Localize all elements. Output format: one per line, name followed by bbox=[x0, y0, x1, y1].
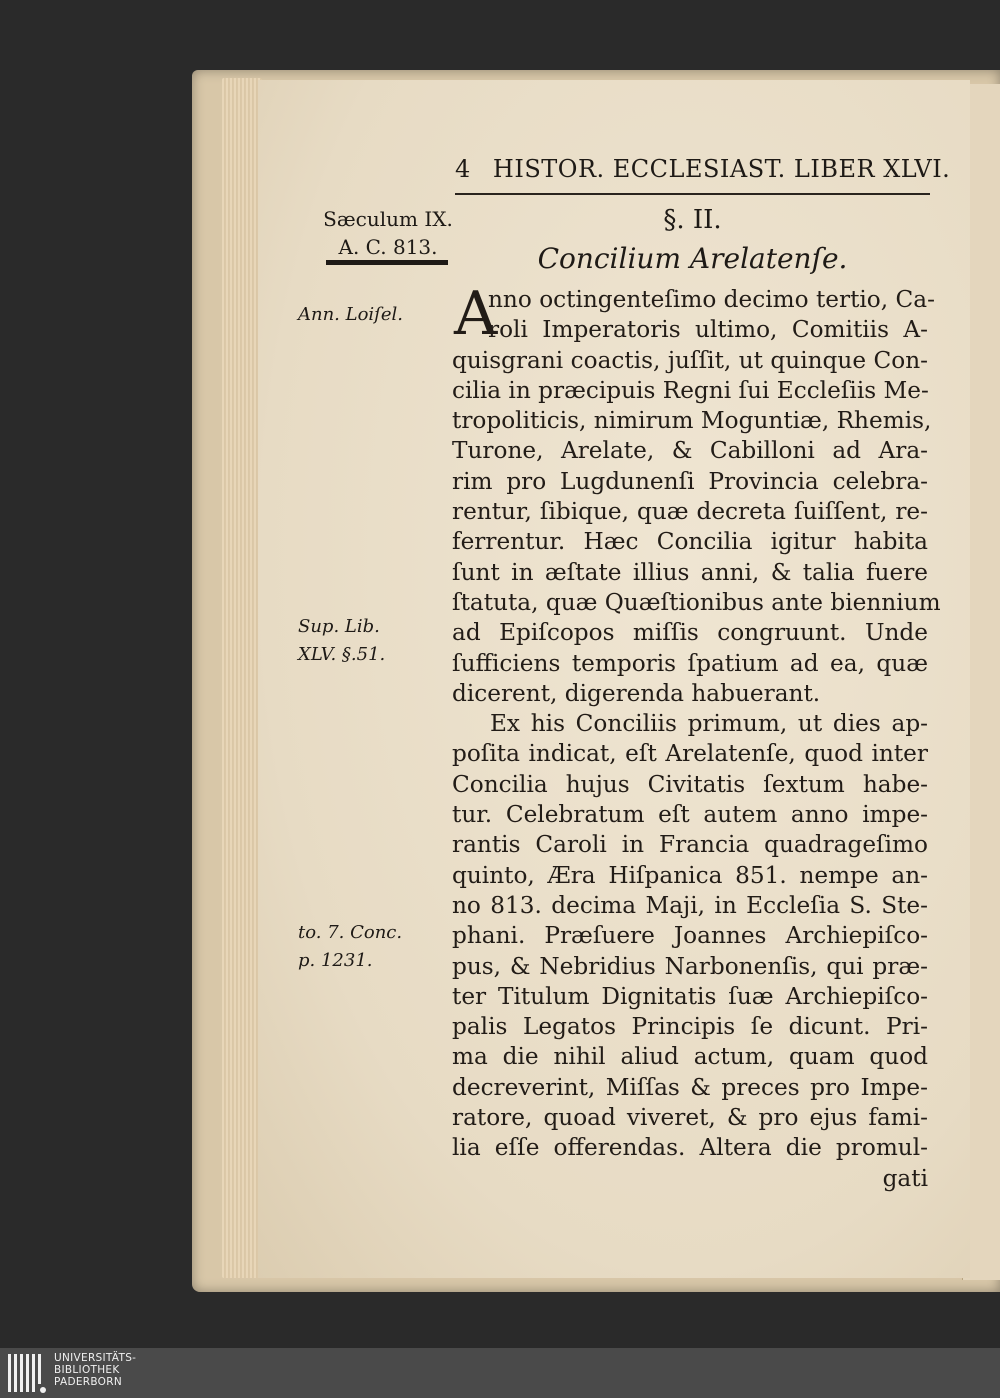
margin-anno: A. C. 813. bbox=[338, 235, 438, 259]
text-line: ad Epiſcopos miſſis congruunt. Unde bbox=[452, 619, 928, 647]
page-number: 4 bbox=[455, 155, 471, 183]
text-line: rim pro Lugdunenſi Provincia celebra- bbox=[452, 467, 928, 495]
text-line: poſita indicat, eſt Arelatenſe, quod inter bbox=[452, 740, 928, 768]
text-line: Concilia hujus Civitatis ſextum habe- bbox=[452, 770, 928, 798]
text-line: rentur, ſibique, quæ decreta ſuiſſent, re- bbox=[452, 498, 928, 526]
margin-saeculum: Sæculum IX. bbox=[323, 207, 453, 231]
margin-note-xlv: XLV. §.51. bbox=[298, 644, 386, 665]
text-line: ſunt in æſtate illius anni, & talia fuere bbox=[452, 558, 928, 586]
text-line: ratore, quoad viveret, & pro ejus fami- bbox=[452, 1104, 928, 1132]
page-edges bbox=[222, 78, 262, 1278]
header-rule bbox=[455, 193, 930, 195]
text-line: rantis Caroli in Francia quadrageſimo bbox=[452, 831, 928, 859]
university-library-logo-icon bbox=[6, 1350, 50, 1396]
text-line: tropoliticis, nimirum Moguntiæ, Rhemis, bbox=[452, 407, 932, 435]
text-line: roli Imperatoris ultimo, Comitiis A- bbox=[488, 316, 928, 344]
library-name-line: BIBLIOTHEK bbox=[54, 1364, 120, 1376]
text-line: no 813. decima Maji, in Eccleſia S. Ste- bbox=[452, 891, 928, 919]
text-line: dicerent, digerenda habuerant. bbox=[452, 679, 821, 707]
library-name-line: PADERBORN bbox=[54, 1376, 122, 1388]
text-line: Ex his Conciliis primum, ut dies ap- bbox=[490, 710, 928, 738]
footer-bar bbox=[0, 1348, 1000, 1398]
running-head bbox=[455, 155, 951, 183]
text-line: quisgrani coactis, juſſit, ut quinque Con- bbox=[452, 346, 928, 374]
margin-note-page-ref: p. 1231. bbox=[298, 950, 373, 971]
library-name bbox=[54, 1352, 136, 1388]
text-line: tur. Celebratum eſt autem anno impe- bbox=[452, 801, 928, 829]
body-text bbox=[452, 279, 941, 1194]
margin-note-tomus: to. 7. Conc. bbox=[298, 922, 403, 943]
margin-note-sup-lib: Sup. Lib. bbox=[298, 616, 380, 637]
text-line: lia eſſe offerendas. Altera die promul- bbox=[452, 1134, 928, 1162]
text-line: nno octingenteſimo decimo tertio, Ca- bbox=[488, 286, 935, 313]
text-line: pus, & Nebridius Narbonenſis, qui præ- bbox=[452, 952, 928, 980]
catchword: gati bbox=[882, 1164, 928, 1192]
margin-rule bbox=[326, 260, 448, 265]
section-title: Concilium Arelatenſe. bbox=[537, 242, 848, 275]
text-line: ſufficiens temporis ſpatium ad ea, quæ bbox=[452, 649, 928, 677]
text-line: quinto, Æra Hiſpanica 851. nempe an- bbox=[452, 861, 928, 889]
running-head-title: HISTOR. ECCLESIAST. LIBER XLVI. bbox=[492, 155, 951, 183]
text-line: cilia in præcipuis Regni ſui Eccleſiis Me- bbox=[452, 376, 929, 404]
margin-note-annales: Ann. Loiſel. bbox=[298, 304, 403, 325]
text-line: Turone, Arelate, & Cabilloni ad Ara- bbox=[452, 437, 928, 465]
drop-cap: A bbox=[454, 279, 498, 349]
library-name-line: UNIVERSITÄTS- bbox=[54, 1352, 137, 1364]
text-line: ter Titulum Dignitatis ſuæ Archiepiſco- bbox=[452, 982, 928, 1010]
text-line: ſtatuta, quæ Quæſtionibus ante biennium bbox=[452, 588, 941, 616]
text-line: ma die nihil aliud actum, quam quod bbox=[452, 1043, 928, 1071]
text-line: ferrentur. Hæc Concilia igitur habita bbox=[452, 528, 928, 556]
text-line: palis Legatos Principis ſe dicunt. Pri- bbox=[452, 1013, 928, 1041]
margin-date bbox=[318, 205, 458, 261]
text-line: decreverint, Miſſas & preces pro Impe- bbox=[452, 1073, 928, 1101]
text-line: phani. Præſuere Joannes Archiepiſco- bbox=[452, 922, 928, 950]
section-number: §. II. bbox=[663, 205, 722, 235]
